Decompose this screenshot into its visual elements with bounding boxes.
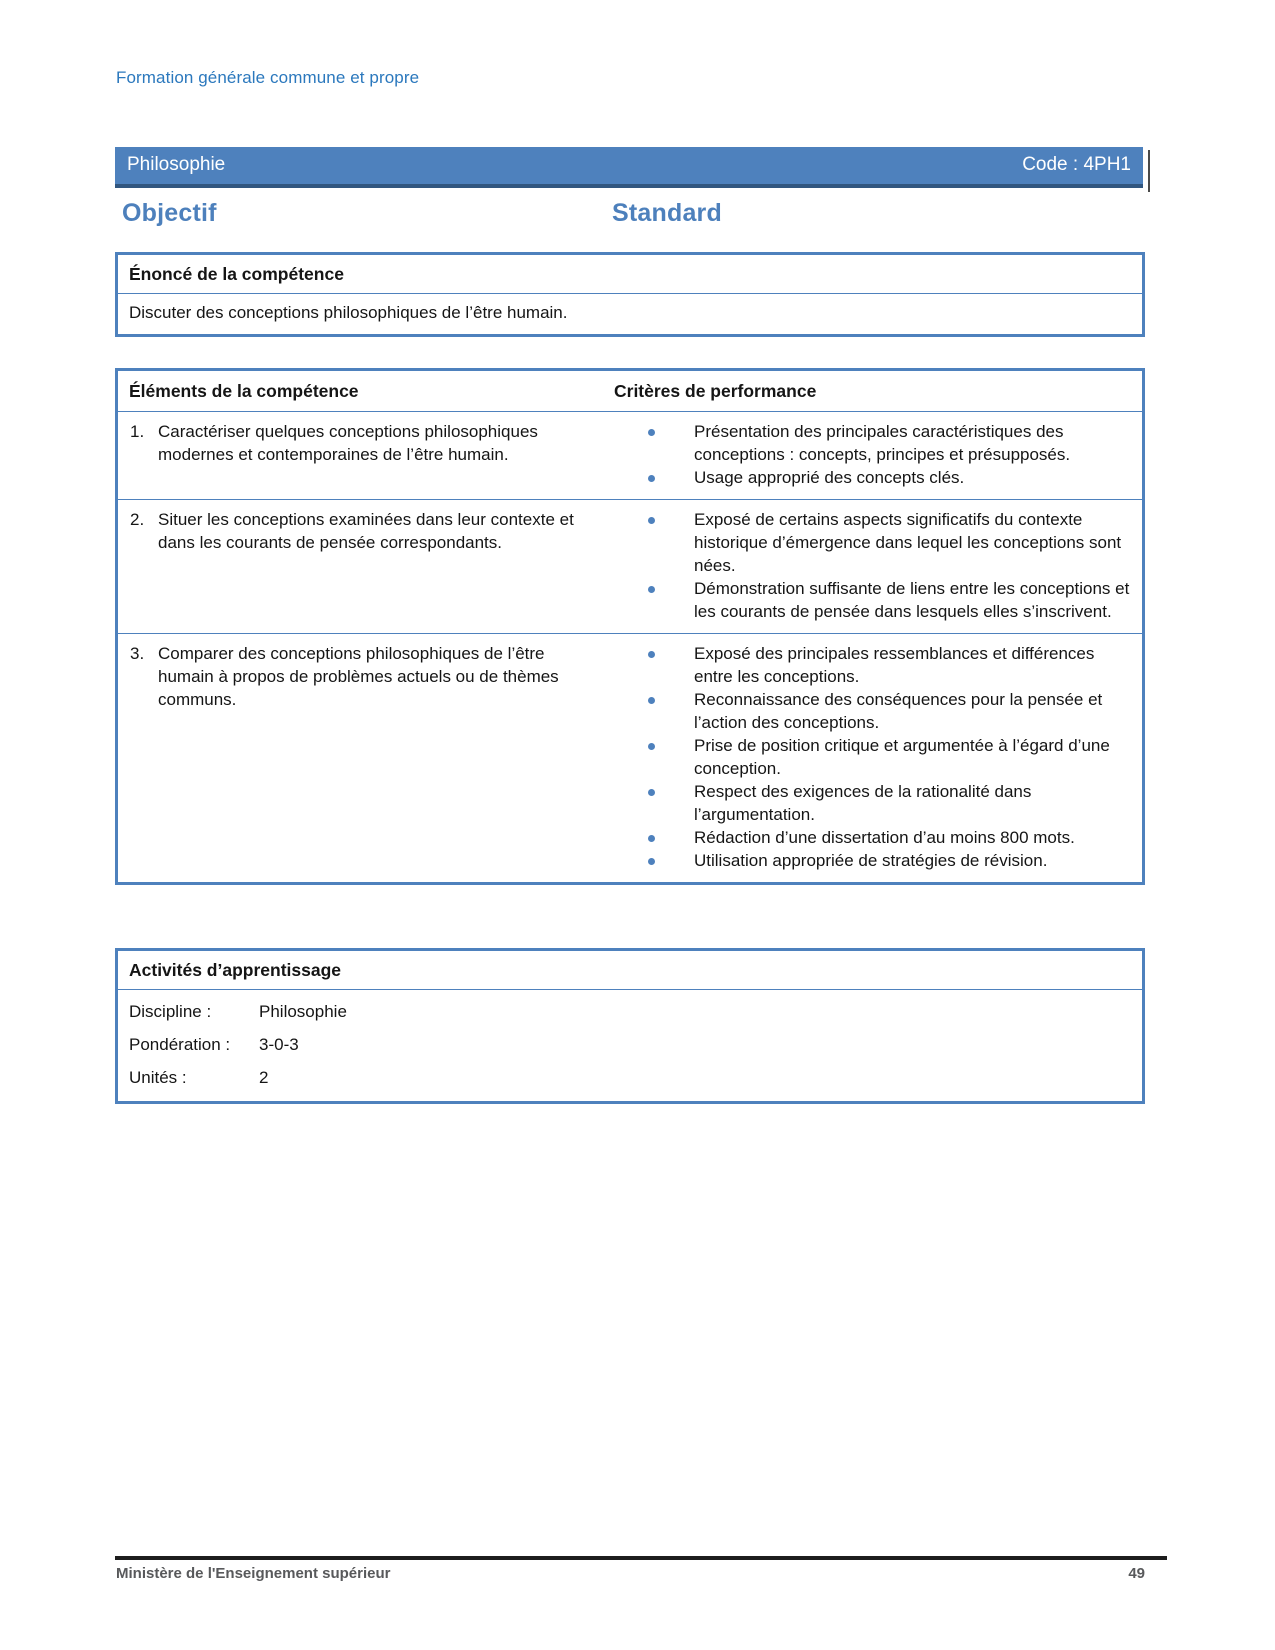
activity-row (129, 1066, 1130, 1089)
criteria-item: Rédaction d’une dissertation d’au moins 800 mots. (610, 826, 1132, 849)
element-cell (118, 634, 610, 882)
criteria-item: Démonstration suffisante de liens entre les conceptions et les courants de pensée dans lesquels elles s’inscrivent. (610, 577, 1132, 623)
activity-label: Pondération : (129, 1035, 231, 1054)
competence-table (115, 368, 1145, 885)
activity-row (129, 1000, 1130, 1023)
criteria-cell (610, 412, 1142, 499)
page-footer (115, 1556, 1167, 1582)
table-row (118, 499, 1142, 633)
table-row (118, 411, 1142, 499)
enonce-title: Énoncé de la compétence (118, 255, 1142, 294)
criteria-item: Prise de position critique et argumentée à l’égard d’une conception. (610, 734, 1132, 780)
activities-title: Activités d’apprentissage (118, 951, 1142, 990)
elements-header: Éléments de la compétence (129, 381, 359, 401)
criteria-item: Présentation des principales caractéristiques des conceptions : concepts, principes et présupposés. (610, 420, 1132, 466)
criteria-item: Reconnaissance des conséquences pour la pensée et l’action des conceptions. (610, 688, 1132, 734)
criteria-cell (610, 500, 1142, 633)
footer-page-number: 49 (1128, 1565, 1145, 1582)
course-code: Code : 4PH1 (1022, 153, 1131, 175)
criteria-item: Exposé des principales ressemblances et différences entre les conceptions. (610, 642, 1132, 688)
element-text: Situer les conceptions examinées dans leur contexte et dans les courants de pensée correspondants. (158, 510, 574, 552)
activity-label: Discipline : (129, 1002, 212, 1021)
element-text: Caractériser quelques conceptions philosophiques modernes et contemporaines de l’être humain. (158, 422, 538, 464)
table-header-row (118, 371, 1142, 411)
element-text: Comparer des conceptions philosophiques de l’être humain à propos de problèmes actuels ou de thèmes communs. (158, 644, 559, 709)
section-label: Formation générale commune et propre (116, 68, 420, 87)
stray-tick-mark (1148, 150, 1150, 192)
element-number: 1. (130, 422, 145, 441)
activities-body (118, 990, 1142, 1101)
activity-value: Philosophie (259, 1002, 347, 1021)
column-headings (115, 199, 1143, 231)
element-number: 3. (130, 644, 145, 663)
footer-ministry: Ministère de l'Enseignement supérieur (116, 1565, 391, 1582)
enonce-box (115, 252, 1145, 337)
element-number: 2. (130, 510, 145, 529)
element-cell (118, 412, 610, 499)
footer-text-row (115, 1560, 1167, 1582)
criteria-item: Utilisation appropriée de stratégies de révision. (610, 849, 1132, 872)
criteria-list (610, 420, 1132, 489)
course-title-bar (115, 147, 1143, 188)
criteria-list (610, 642, 1132, 872)
table-row (118, 633, 1142, 882)
activity-label: Unités : (129, 1068, 187, 1087)
element-cell (118, 500, 610, 633)
course-title: Philosophie (127, 153, 226, 175)
criteria-cell (610, 634, 1142, 882)
standard-heading: Standard (612, 199, 722, 227)
criteria-item: Respect des exigences de la rationalité dans l’argumentation. (610, 780, 1132, 826)
criteres-header: Critères de performance (614, 381, 817, 401)
activity-value: 2 (259, 1068, 269, 1087)
activities-box (115, 948, 1145, 1104)
activity-value: 3-0-3 (259, 1035, 299, 1054)
criteria-list (610, 508, 1132, 623)
activity-row (129, 1033, 1130, 1056)
criteria-item: Exposé de certains aspects significatifs du contexte historique d’émergence dans lequel les conceptions sont nées. (610, 508, 1132, 577)
enonce-body (118, 294, 1142, 334)
objectif-heading: Objectif (122, 199, 217, 227)
criteria-item: Usage approprié des concepts clés. (610, 466, 1132, 489)
enonce-text: Discuter des conceptions philosophiques de l’être humain. (129, 303, 568, 322)
